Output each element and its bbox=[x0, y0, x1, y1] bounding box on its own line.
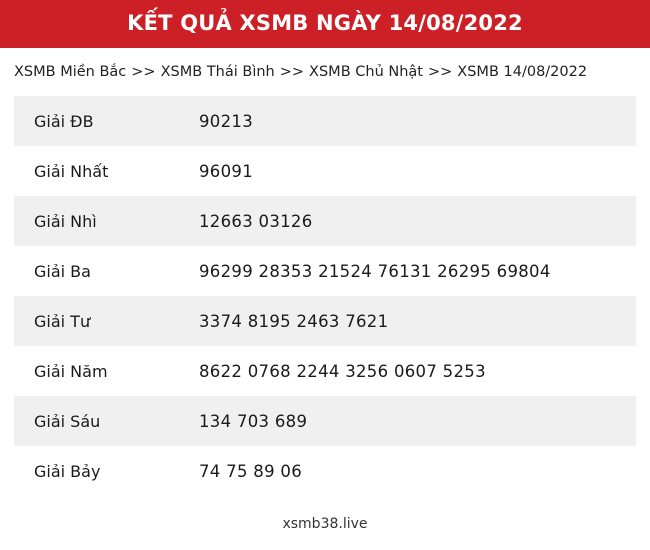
prize-label: Giải Nhì bbox=[34, 211, 97, 231]
breadcrumb-separator: >> bbox=[131, 64, 156, 80]
breadcrumb-separator: >> bbox=[279, 64, 305, 80]
site-name: xsmb38.live bbox=[282, 516, 368, 532]
results-table bbox=[14, 96, 636, 496]
prize-label: Giải Ba bbox=[34, 261, 91, 281]
prize-label: Giải Bảy bbox=[34, 461, 101, 481]
prize-label: Giải Nhất bbox=[34, 161, 109, 181]
page-footer bbox=[0, 496, 650, 550]
table-row bbox=[14, 196, 636, 246]
prize-label: Giải Năm bbox=[34, 361, 108, 381]
prize-numbers: 134 703 689 bbox=[199, 411, 308, 431]
table-row bbox=[14, 146, 636, 196]
breadcrumb-item-region[interactable]: XSMB Miền Bắc bbox=[14, 64, 127, 80]
prize-numbers: 96091 bbox=[199, 161, 253, 181]
prize-label: Giải ĐB bbox=[34, 111, 94, 131]
breadcrumb-item-date[interactable]: XSMB 14/08/2022 bbox=[457, 64, 588, 80]
page-header bbox=[0, 0, 650, 48]
prize-numbers: 12663 03126 bbox=[199, 211, 313, 231]
breadcrumb-item-province[interactable]: XSMB Thái Bình bbox=[160, 64, 275, 80]
prize-label: Giải Sáu bbox=[34, 411, 101, 431]
table-row bbox=[14, 396, 636, 446]
prize-numbers: 3374 8195 2463 7621 bbox=[199, 311, 389, 331]
breadcrumb-separator: >> bbox=[427, 64, 453, 80]
table-row bbox=[14, 446, 636, 496]
prize-numbers: 90213 bbox=[199, 111, 253, 131]
table-row bbox=[14, 296, 636, 346]
prize-numbers: 8622 0768 2244 3256 0607 5253 bbox=[199, 361, 486, 381]
prize-label: Giải Tư bbox=[34, 311, 91, 331]
prize-numbers: 96299 28353 21524 76131 26295 69804 bbox=[199, 261, 551, 281]
table-row bbox=[14, 346, 636, 396]
breadcrumb bbox=[0, 48, 650, 96]
page-title: KẾT QUẢ XSMB NGÀY 14/08/2022 bbox=[127, 11, 523, 36]
table-row bbox=[14, 96, 636, 146]
prize-numbers: 74 75 89 06 bbox=[199, 461, 303, 481]
table-row bbox=[14, 246, 636, 296]
breadcrumb-item-weekday[interactable]: XSMB Chủ Nhật bbox=[309, 64, 423, 80]
